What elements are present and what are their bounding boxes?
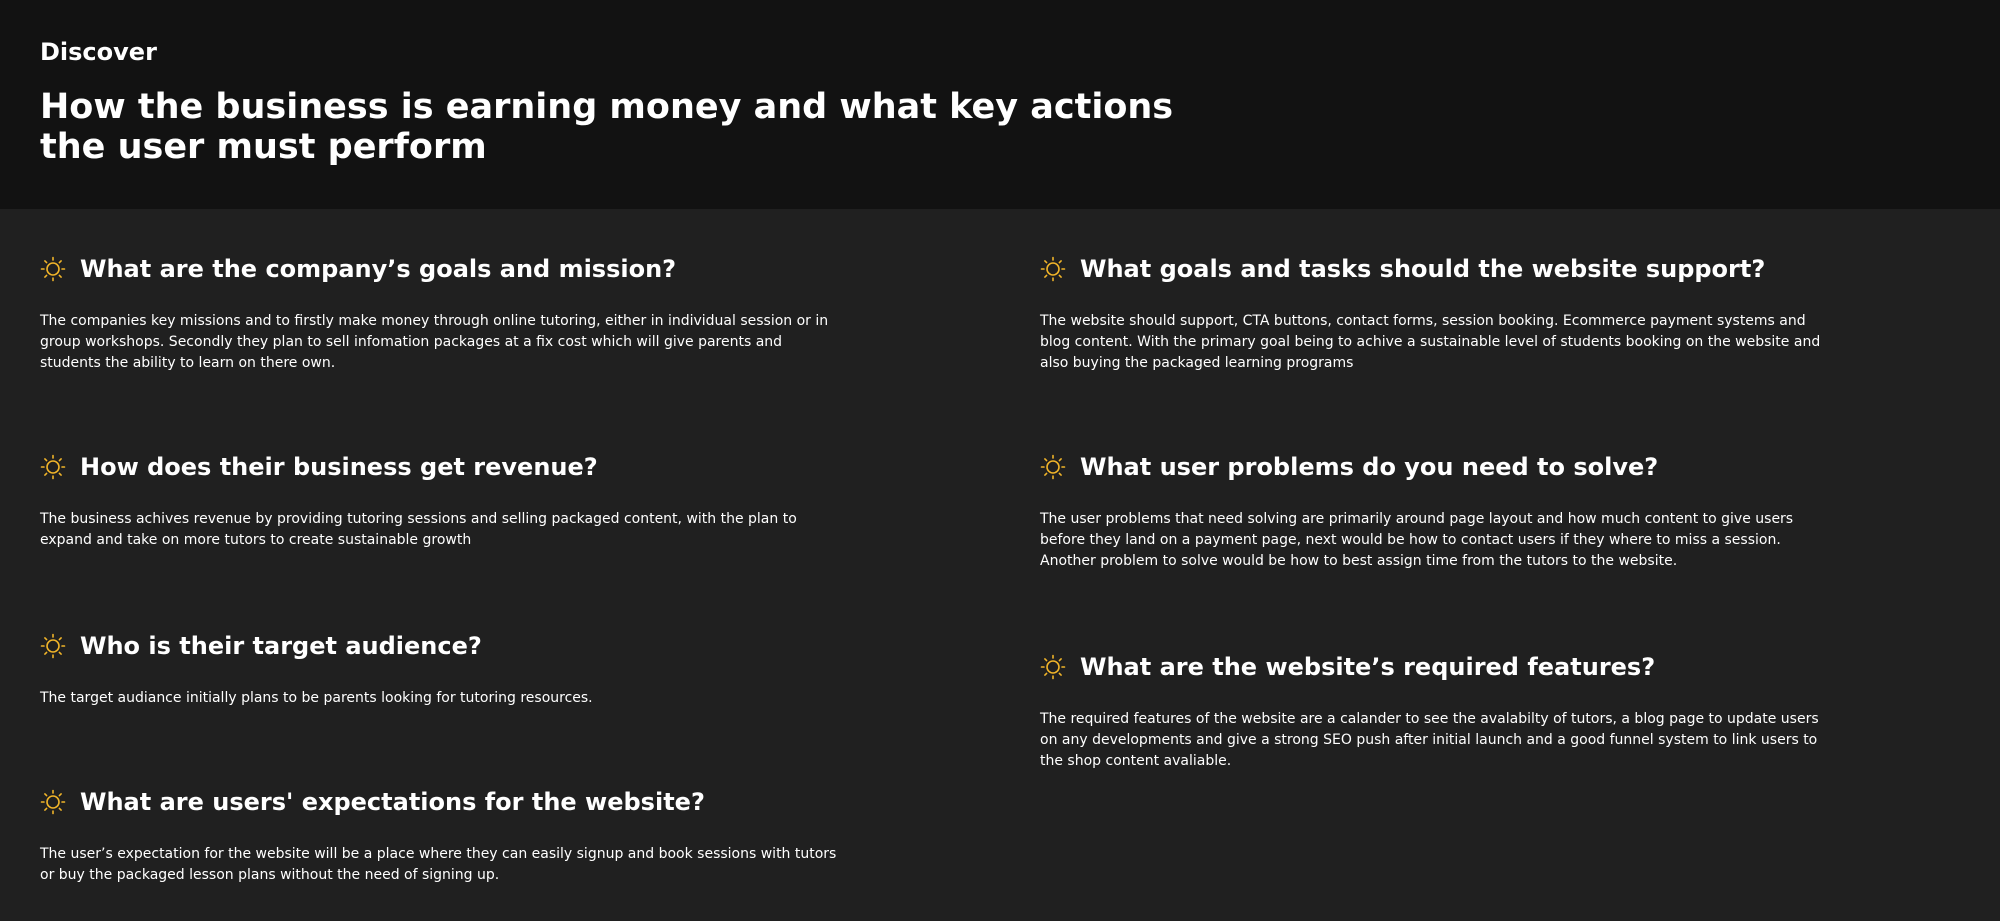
section-body: The target audiance initially plans to be parents looking for tutoring resources. [40,690,593,706]
section-heading [1040,649,1860,685]
section-user-expectations [40,784,860,886]
section-body: The required features of the website are a calander to see the avalabilty of tutors, a blog page to update users on any developments and give a strong SEO push after initial launch and a good funnel system to link users to the shop content avaliable. [1040,711,1819,769]
sun-icon [40,256,66,282]
section-heading [40,784,860,820]
section-company-goals [40,251,860,374]
section-title: What are the website’s required features? [1080,653,1656,681]
section-body: The companies key missions and to firstly make money through online tutoring, either in individual session or in group workshops. Secondly they plan to sell infomation packages at a fix cost which will give parents and students the ability to learn on there own. [40,313,829,371]
content-area [0,209,2000,921]
section-title: How does their business get revenue? [80,453,598,481]
section-heading [40,628,860,664]
section-title: What are users' expectations for the website? [80,788,705,816]
section-heading [1040,449,1860,485]
section-body: The user’s expectation for the website will be a place where they can easily signup and book sessions with tutors or buy the packaged lesson plans without the need of signing up. [40,846,837,883]
section-heading [1040,251,1860,287]
section-title: What user problems do you need to solve? [1080,453,1659,481]
sun-icon [1040,256,1066,282]
page-title: How the business is earning money and what key actions the user must perform [40,87,1174,167]
sun-icon [1040,454,1066,480]
section-user-problems [1040,449,1860,572]
page-header [0,0,2000,209]
section-body: The business achives revenue by providing tutoring sessions and selling packaged content, with the plan to expand and take on more tutors to create sustainable growth [40,511,797,548]
section-revenue [40,449,860,551]
sun-icon [40,789,66,815]
sun-icon [40,633,66,659]
section-body: The website should support, CTA buttons, contact forms, session booking. Ecommerce payment systems and blog content. With the primary goal being to achive a sustainable level of students booking on the website and also buying the packaged learning programs [1040,313,1821,371]
section-website-goals [1040,251,1860,374]
section-heading [40,251,860,287]
sun-icon [1040,654,1066,680]
section-target-audience [40,628,860,709]
section-heading [40,449,860,485]
section-title: What are the company’s goals and mission? [80,255,677,283]
section-required-features [1040,649,1860,772]
sun-icon [40,454,66,480]
section-title: What goals and tasks should the website support? [1080,255,1766,283]
section-body: The user problems that need solving are primarily around page layout and how much content to give users before they land on a payment page, next would be how to contact users if they where to miss a session. Another problem to solve would be how to best assign time from the tutors to the website. [1040,511,1794,569]
section-title: Who is their target audience? [80,632,482,660]
section-eyebrow: Discover [40,38,157,66]
